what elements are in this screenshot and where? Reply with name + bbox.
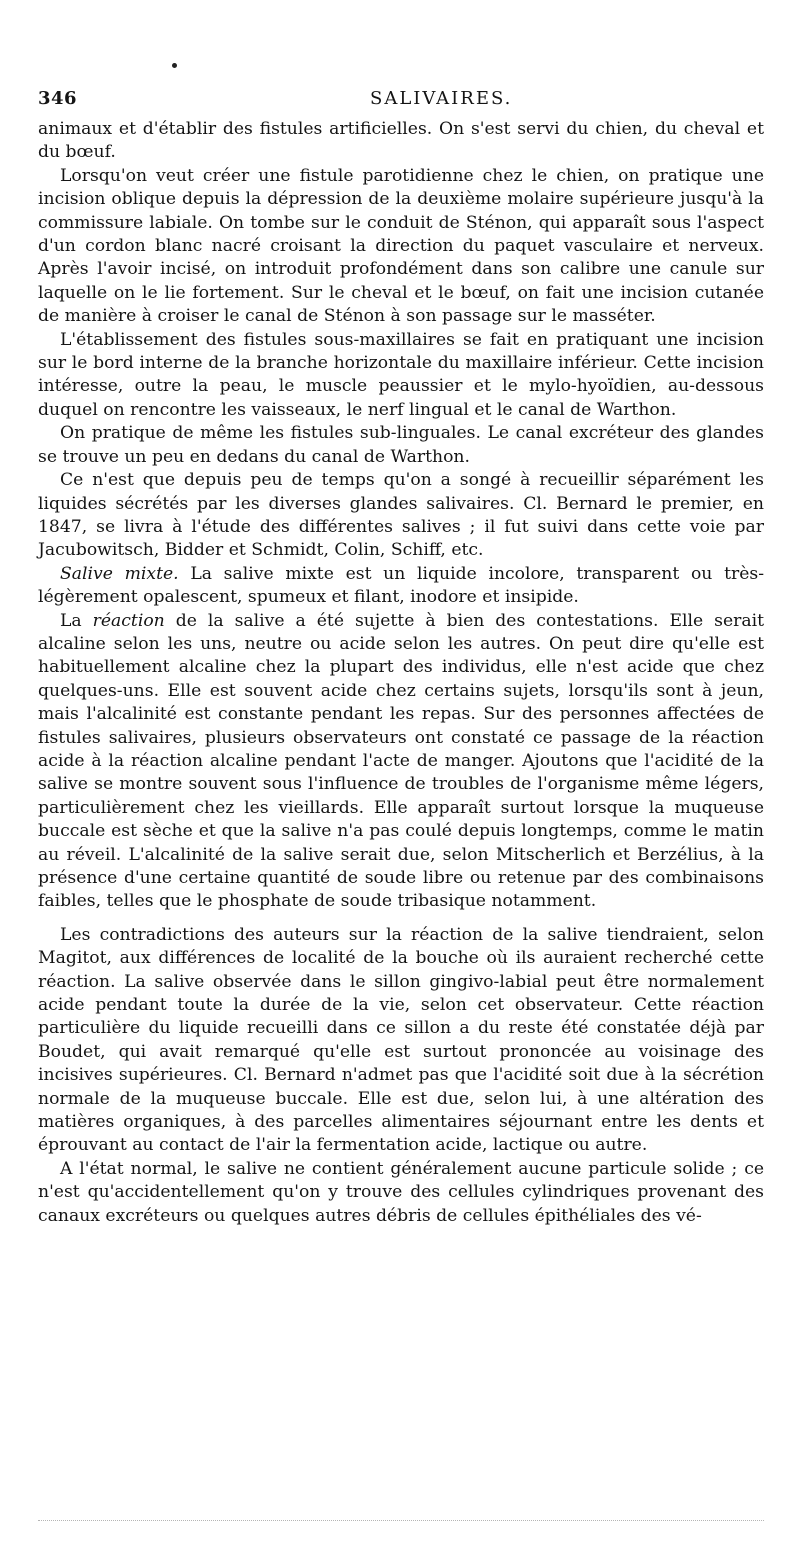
paragraph-text: de la salive a été sujette à bien des contestations. Elle serait alcaline selon les uns, neutre ou acide selon les autres. On peut dire qu'elle est habituellement alcaline chez la plupart des individus, elle n'est acide que chez quelques-uns. Elle est souvent acide chez certains sujets, lorsqu'ils sont à jeun, mais l'alcalinité est constante pendant les repas. Sur des personnes affectées de fistules salivaires, plusieurs observateurs ont constaté ce passage de la réaction acide à la réaction alcaline pendant l'acte de manger. Ajoutons que l'acidité de la salive se montre souvent sous l'influence de troubles de l'organisme même légers, particulièrement chez les vieillards. Elle apparaît surtout lorsque la muqueuse buccale est sèche et que la salive n'a pas coulé depuis longtemps, comme le matin au réveil. L'alcalinité de la salive serait due, selon Mitscherlich et Berzélius, à la présence d'une certaine quantité de soude libre ou retenue par des combinaisons faibles, telles que le phosphate de soude tribasique notamment.: [38, 610, 764, 912]
bottom-print-line: [38, 1520, 764, 1521]
paragraph-history: Ce n'est que depuis peu de temps qu'on a songé à recueillir séparément les liquides sécrétés par les diverses glandes salivaires. Cl. Bernard le premier, en 1847, se livra à l'étude des différentes salives ; il fut suivi dans cette voie par Jacubowitsch, Bidder et Schmidt, Colin, Schiff, etc.: [38, 470, 764, 561]
paragraph-normal-state: A l'état normal, le salive ne contient généralement aucune particule solide ; ce n'est qu'accidentellement qu'on y trouve des cellules cylindriques provenant des canaux excréteurs ou quelques autres débris de cellules épithéliales des vé-: [38, 1158, 764, 1226]
running-title: SALIVAIRES.: [370, 88, 513, 109]
paragraph-prefix: La: [60, 610, 93, 631]
paragraph-reaction: [38, 610, 764, 914]
body-text: [38, 118, 764, 1228]
paragraph-contradictions: Les contradictions des auteurs sur la réaction de la salive tiendraient, selon Magitot, aux différences de localité de la bouche où ils auraient recherché cette réaction. La salive observée dans le sillon gingivo-labial peut être normalement acide pendant toute la durée de la vie, selon cet observateur. Cette réaction particulière du liquide recueilli dans ce sillon a du reste été constatée déjà par Boudet, qui avait remarqué qu'elle est surtout prononcée au voisinage des incisives supérieures. Cl. Bernard n'admet pas que l'acidité soit due à la sécrétion normale de la muqueuse buccale. Elle est due, selon lui, à une altération des matières organiques, à des parcelles alimentaires séjournant entre les dents et éprouvant au contact de l'air la fermentation acide, lactique ou autre.: [38, 924, 764, 1156]
page-number: 346: [38, 88, 78, 109]
paragraph-parotid-fistula: Lorsqu'on veut créer une fistule parotidienne chez le chien, on pratique une incision oblique depuis la dépression de la deuxième molaire supérieure jusqu'à la commissure labiale. On tombe sur le conduit de Sténon, qui apparaît sous l'aspect d'un cordon blanc nacré croisant la direction du paquet vasculaire et nerveux. Après l'avoir incisé, on introduit profondément dans son calibre une canule sur laquelle on le lie fortement. Sur le cheval et le bœuf, on fait une incision cutanée de manière à croiser le canal de Sténon à son passage sur le masséter.: [38, 165, 764, 327]
page-header: [38, 88, 764, 114]
paragraph-text: La salive mixte est un liquide incolore, transparent ou très-légèrement opalescent, spumeux et filant, inodore et insipide.: [38, 563, 764, 608]
paragraph-submaxillary-fistula: L'établissement des fistules sous-maxillaires se fait en pratiquant une incision sur le bord interne de la branche horizontale du maxillaire inférieur. Cette incision intéresse, outre la peau, le muscle peaussier et le mylo-hyoïdien, au-dessous duquel on rencontre les vaisseaux, le nerf lingual et le canal de Warthon.: [38, 329, 764, 420]
run-in-heading: réaction: [92, 610, 165, 631]
paragraph-mixed-saliva: [38, 563, 764, 610]
ink-speck: [172, 63, 177, 68]
paragraph-continuation: animaux et d'établir des fistules artificielles. On s'est servi du chien, du cheval et du bœuf.: [38, 119, 764, 163]
paragraph-sublingual-fistula: On pratique de même les fistules sub-linguales. Le canal excréteur des glandes se trouve un peu en dedans du canal de Warthon.: [38, 423, 764, 467]
run-in-heading: Salive mixte.: [60, 563, 179, 584]
